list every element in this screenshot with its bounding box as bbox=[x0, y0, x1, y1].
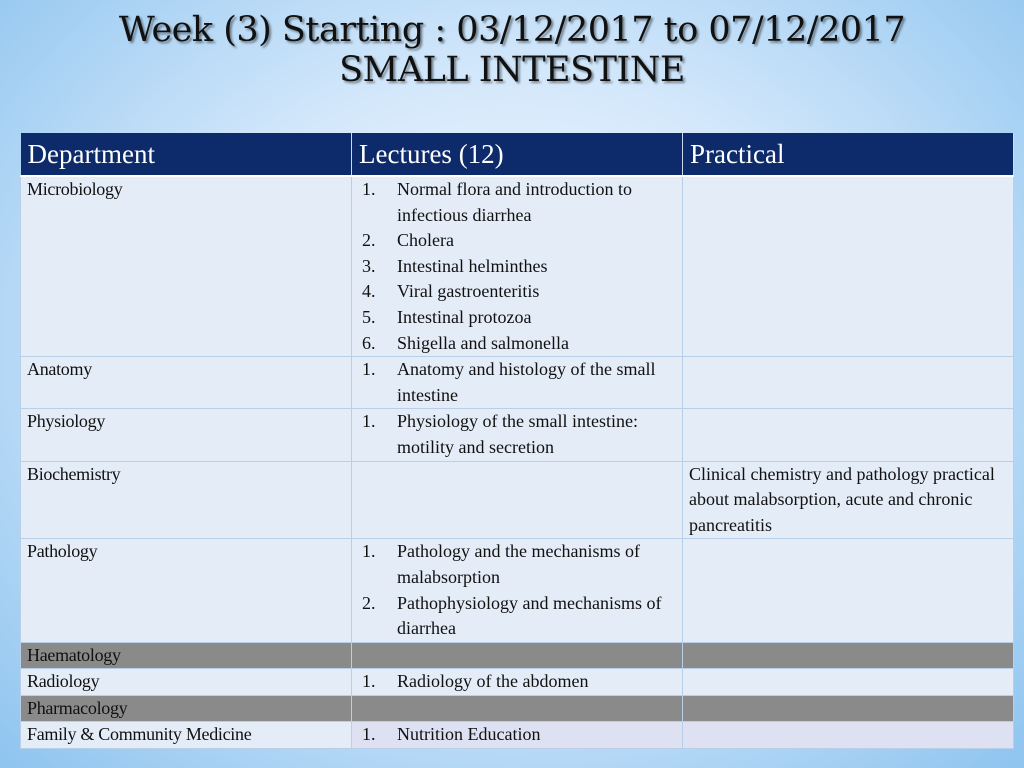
lectures-cell bbox=[352, 722, 683, 749]
lecture-item: 2. Pathophysiology and mechanisms of diarrhea bbox=[362, 592, 662, 639]
slide-title bbox=[0, 10, 1024, 90]
lectures-cell bbox=[352, 539, 683, 642]
practical-cell bbox=[683, 539, 1014, 642]
department-cell: Pharmacology bbox=[21, 695, 352, 722]
lecture-item: 1. Physiology of the small intestine: motility and secretion bbox=[362, 411, 638, 457]
lectures-cell bbox=[352, 409, 683, 461]
lectures-cell bbox=[352, 669, 683, 696]
department-cell: Family & Community Medicine bbox=[21, 722, 352, 749]
practical-cell bbox=[683, 669, 1014, 696]
department-cell: Haematology bbox=[21, 642, 352, 669]
table-row bbox=[21, 461, 1014, 539]
practical-cell bbox=[683, 695, 1014, 722]
header-department: Department bbox=[21, 133, 352, 176]
table-row bbox=[21, 722, 1014, 749]
practical-cell bbox=[683, 642, 1014, 669]
lectures-cell bbox=[352, 695, 683, 722]
lecture-item: 1. Nutrition Education bbox=[362, 724, 541, 745]
lecture-item: 1. Normal flora and introduction to infectious diarrhea bbox=[362, 179, 632, 225]
practical-cell: Clinical chemistry and pathology practical about malabsorption, acute and chronic pancreatitis bbox=[683, 461, 1014, 539]
table-row bbox=[21, 642, 1014, 669]
department-cell: Physiology bbox=[21, 409, 352, 461]
lecture-item: 1. Radiology of the abdomen bbox=[362, 671, 589, 692]
lecture-item: 4. Viral gastroenteritis bbox=[362, 281, 540, 302]
table-header-row bbox=[21, 133, 1014, 176]
table-row bbox=[21, 669, 1014, 696]
lectures-cell bbox=[352, 357, 683, 409]
header-practical: Practical bbox=[683, 133, 1014, 176]
lecture-item: 3. Intestinal helminthes bbox=[362, 255, 548, 276]
practical-cell bbox=[683, 409, 1014, 461]
lecture-item: 1. Pathology and the mechanisms of malabsorption bbox=[362, 541, 640, 587]
lecture-item: 1. Anatomy and histology of the small intestine bbox=[362, 359, 656, 405]
practical-cell bbox=[683, 722, 1014, 749]
schedule-table bbox=[20, 133, 1014, 749]
department-cell: Biochemistry bbox=[21, 461, 352, 539]
table-row bbox=[21, 357, 1014, 409]
lectures-cell bbox=[352, 176, 683, 357]
department-cell: Anatomy bbox=[21, 357, 352, 409]
department-cell: Microbiology bbox=[21, 176, 352, 357]
department-cell: Radiology bbox=[21, 669, 352, 696]
lectures-cell bbox=[352, 642, 683, 669]
table-row bbox=[21, 539, 1014, 642]
practical-cell bbox=[683, 357, 1014, 409]
header-lectures: Lectures (12) bbox=[352, 133, 683, 176]
practical-cell bbox=[683, 176, 1014, 357]
lecture-item: 2. Cholera bbox=[362, 230, 454, 251]
lectures-cell bbox=[352, 461, 683, 539]
table-row bbox=[21, 409, 1014, 461]
department-cell: Pathology bbox=[21, 539, 352, 642]
lecture-item: 5. Intestinal protozoa bbox=[362, 306, 532, 327]
title-line-topic: SMALL INTESTINE bbox=[339, 50, 685, 90]
title-line-week: Week (3) Starting : 03/12/2017 to 07/12/2017 bbox=[118, 10, 906, 50]
lecture-item: 6. Shigella and salmonella bbox=[362, 332, 569, 353]
table-row bbox=[21, 176, 1014, 357]
table-row bbox=[21, 695, 1014, 722]
